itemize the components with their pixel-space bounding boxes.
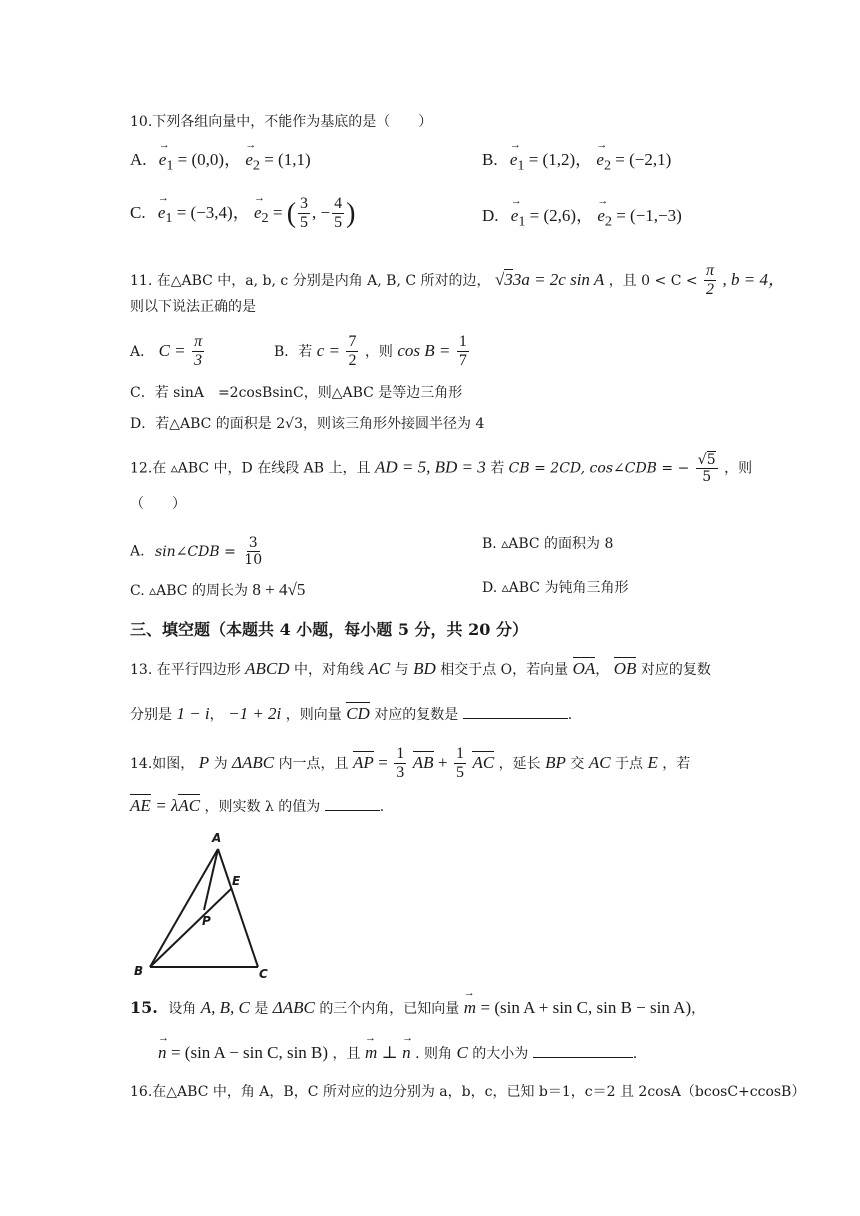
q15-line2: → n = (sin A − sin C, sin B) ，且 → m ⊥ → n . 则角 C 的大小为 . — [158, 1043, 637, 1063]
q11-line2: 则以下说法正确的是 — [130, 299, 256, 315]
q11-stem: 11. 在△ABC 中，a, b, c 分别是内角 A, B, C 所对的边， √33a = 2c sin A ，且 0 < C < $\frac{\pi}{2}$ , b = 4， — [130, 262, 785, 299]
answer-blank[interactable] — [533, 1057, 633, 1058]
label-a: A — [212, 831, 222, 845]
q10-option-d: D. → $e_1 = (2,6)$， → $e_2 = (-1,-3)$ — [482, 206, 682, 230]
q12-option-d: D. ▵ABC 为钝角三角形 — [482, 580, 629, 596]
q10-option-c: C. → $e_1 = (-3,4)$， → $e_2$ = ( $\frac{3}{5}$ , − $\frac{4}{5}$ ) — [130, 195, 355, 233]
q11-option-d: D．若△ABC 的面积是 2√3，则该三角形外接圆半径为 4 — [130, 416, 485, 432]
q11-option-c: C．若 sinA =2cosBsinC，则△ABC 是等边三角形 — [130, 385, 463, 401]
q12-stem: 12.在 ▵ABC 中，D 在线段 AB 上，且 AD = 5, BD = 3 若 CB = 2CD, cos∠CDB = − $\frac{√5}{5}$ ，则 — [130, 452, 753, 486]
segment-ap — [204, 849, 218, 910]
triangle-figure — [128, 828, 278, 983]
section-heading: 三、填空题（本题共 4 小题，每小题 5 分，共 20 分） — [130, 620, 528, 639]
answer-blank[interactable] — [325, 810, 380, 811]
q16-line1: 16.在△ABC 中，角 A，B，C 所对应的边分别为 a，b，c，已知 b＝1，c＝2 且 2cosA（bcosC+ccosB） — [130, 1084, 806, 1100]
label-b: B — [134, 964, 144, 978]
q11-option-a: A． C = $\frac{\pi}{3}$ — [130, 333, 203, 370]
segment-ac — [218, 849, 258, 967]
label-c: C — [259, 967, 268, 981]
q13-line2: 分别是 1 − i， −1 + 2i ，则向量 CD 对应的复数是 . — [130, 704, 573, 723]
option-label: B. — [482, 150, 498, 169]
option-label: D. — [482, 206, 499, 225]
label-e: E — [232, 874, 241, 888]
q12-paren: （ ） — [130, 496, 186, 512]
label-p: P — [202, 914, 211, 928]
q12-option-c: C. ▵ABC 的周长为 8 + 4√5 — [130, 580, 306, 599]
q11-option-b: B．若 c = $\frac{7}{2}$ ，则 cos B = $\frac{1}{7}$ — [274, 333, 467, 370]
option-label: A. — [130, 150, 147, 169]
q10-stem: 10.下列各组向量中，不能作为基底的是（ ） — [130, 114, 433, 130]
q15-line1: 15. 设角 A, B, C 是 ΔABC 的三个内角，已知向量 → m = (sin A + sin C, sin B − sin A)， — [130, 998, 705, 1018]
q14-line2: AE = λAC ，则实数 λ 的值为 . — [130, 796, 385, 815]
q10-option-b: B. → $e_1 = (1,2)$， → $e_2 = (-2,1)$ — [482, 150, 671, 174]
option-label: C. — [130, 202, 146, 222]
q12-option-a: A. sin∠CDB = $\frac{3}{10}$ — [130, 535, 263, 569]
q10-option-a: A. → $e_1 = (0,0)$， → $e_2 = (1,1)$ — [130, 150, 311, 174]
segment-ab — [150, 849, 218, 967]
q14-line1: 14.如图， P 为 ΔABC 内一点，且 AP = $\frac{1}{3}$ AB + $\frac{1}{5}$ AC ，延长 BP 交 AC 于点 E ，若 — [130, 745, 691, 782]
q13-line1: 13. 在平行四边形 ABCD 中，对角线 AC 与 BD 相交于点 O，若向量 OA， OB 对应的复数 — [130, 659, 711, 678]
segment-be — [150, 888, 232, 967]
answer-blank[interactable] — [463, 718, 568, 719]
q12-option-b: B. ▵ABC 的面积为 8 — [482, 536, 614, 552]
